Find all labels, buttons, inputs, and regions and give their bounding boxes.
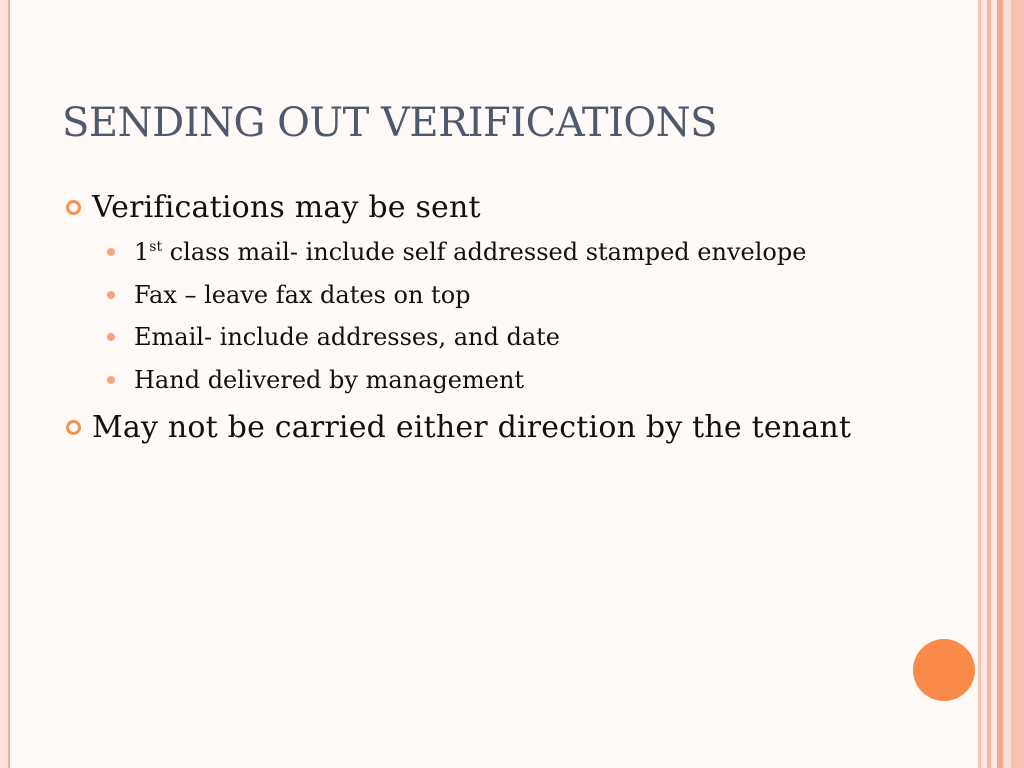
sub-bullet-text: Hand delivered by management — [134, 366, 525, 394]
sub-bullet-dot-icon — [107, 291, 115, 299]
sub-bullet-text-rest: class mail- include self addressed stamped envelope — [162, 238, 807, 266]
sub-bullet-text: Fax – leave fax dates on top — [134, 281, 471, 309]
bullet-text: May not be carried either direction by the tenant — [92, 410, 852, 445]
bullet-item — [66, 410, 851, 445]
sub-bullet-dot-icon — [107, 376, 115, 384]
bullet-ring-icon — [66, 200, 81, 215]
bullet-item — [66, 190, 481, 225]
right-border-stripe — [1011, 0, 1024, 768]
decorative-orange-circle — [913, 639, 975, 701]
bullet-text: Verifications may be sent — [92, 190, 481, 225]
sub-bullet-text — [134, 238, 806, 266]
sub-bullet-dot-icon — [107, 248, 115, 256]
sub-bullet-item — [107, 281, 471, 309]
sub-bullet-item — [107, 366, 524, 394]
ordinal-suffix: st — [149, 239, 163, 255]
sub-bullet-text: Email- include addresses, and date — [134, 323, 560, 351]
left-border-line — [8, 0, 10, 768]
sub-bullet-dot-icon — [107, 333, 115, 341]
sub-bullet-item — [107, 238, 806, 266]
slide-title: SENDING OUT VERIFICATIONS — [62, 100, 718, 146]
right-border-stripe — [1003, 0, 1011, 768]
bullet-ring-icon — [66, 420, 81, 435]
sub-bullet-item — [107, 323, 560, 351]
ordinal-number: 1 — [134, 238, 150, 266]
